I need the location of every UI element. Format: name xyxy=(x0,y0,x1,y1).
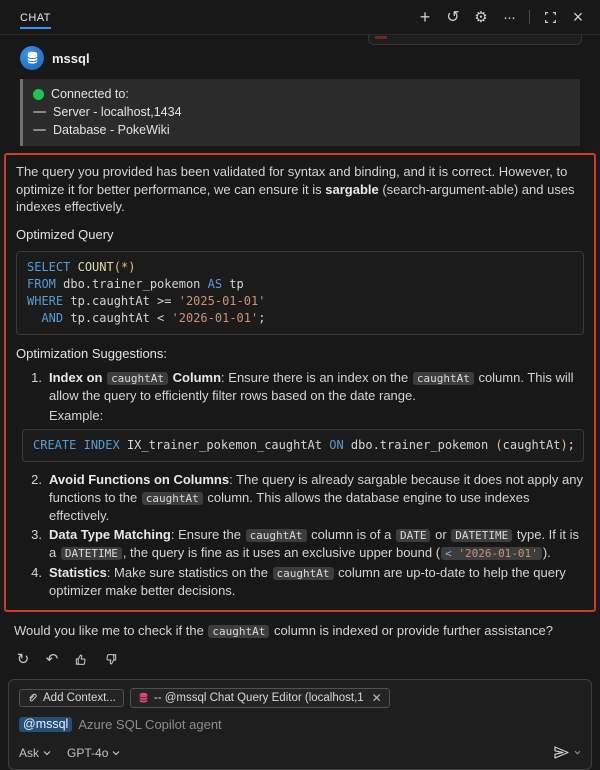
inline-code: caughtAt xyxy=(208,625,269,638)
tab-chat[interactable]: CHAT xyxy=(20,3,51,31)
new-chat-icon[interactable]: + xyxy=(419,6,431,27)
connection-title: Connected to: xyxy=(51,87,129,101)
connection-database-row xyxy=(33,121,570,139)
list-item xyxy=(22,471,584,524)
sql-file-icon xyxy=(138,692,149,704)
suggestions-list xyxy=(22,369,584,599)
context-chips-row xyxy=(19,688,581,708)
list-item-body: Index on caughtAt Column: Ensure there is an index on the caughtAt column. This will allow the query to efficiently filter rows based on the date range. Example: xyxy=(49,369,584,424)
toolbar-remnant-mark xyxy=(375,36,387,39)
thumbs-down-icon[interactable] xyxy=(100,649,120,669)
dash-icon xyxy=(33,111,46,113)
connection-server: Server - localhost,1434 xyxy=(53,105,182,120)
response-toolbar xyxy=(13,649,600,669)
list-item-body: Statistics: Make sure statistics on the caughtAt column are up-to-date to help the query optimizer make better decisions. xyxy=(49,564,566,598)
maximize-panel-icon[interactable] xyxy=(538,5,562,29)
input-placeholder: Azure SQL Copilot agent xyxy=(78,717,222,733)
mssql-avatar-icon xyxy=(20,46,44,70)
list-item xyxy=(22,526,584,562)
send-button[interactable] xyxy=(553,745,581,760)
list-item-number: 2. xyxy=(31,472,42,488)
inline-code: DATE xyxy=(396,529,431,542)
inline-code: < '2026-01-01' xyxy=(441,547,542,560)
followup-question: Would you like me to check if the caughtAt column is indexed or provide further assistance? xyxy=(14,623,553,639)
inline-code: caughtAt xyxy=(413,372,474,385)
model-dropdown[interactable] xyxy=(67,746,120,760)
add-context-label: Add Context... xyxy=(43,692,116,705)
agent-name: mssql xyxy=(52,50,90,66)
list-item xyxy=(22,369,584,424)
undo-icon[interactable]: ↶ xyxy=(45,651,59,669)
list-item-number: 4. xyxy=(31,564,42,580)
model-label: GPT-4o xyxy=(67,745,109,760)
attachment-chip[interactable] xyxy=(130,688,390,708)
inline-code: DATETIME xyxy=(61,547,122,560)
titlebar-divider xyxy=(529,10,530,24)
attachment-label: -- @mssql Chat Query Editor (localhost,1 xyxy=(153,692,364,705)
gear-icon[interactable]: ⚙ xyxy=(474,9,488,26)
chat-panel-titlebar xyxy=(0,0,600,35)
scrolled-toolbar-remnant xyxy=(368,35,582,45)
mode-label: Ask xyxy=(19,745,40,760)
paperclip-icon xyxy=(27,692,38,704)
history-icon[interactable]: ↺ xyxy=(446,9,460,26)
optimized-query-heading: Optimized Query xyxy=(16,227,114,243)
sql-code-block-optimized[interactable]: SELECT COUNT(*) FROM dbo.trainer_pokemon AS tp WHERE tp.caughtAt >= '2025-01-01' AND tp.caughtAt < '2026-01-01'; xyxy=(16,251,584,335)
connection-status-block xyxy=(20,79,580,146)
connection-title-row xyxy=(33,85,570,103)
list-item-body: Data Type Matching: Ensure the caughtAt column is of a DATE or DATETIME type. If it is a DATETIME , the query is fine as it uses an exclusive upper bound ( < '2026-01-01' ). xyxy=(49,527,580,560)
add-context-button[interactable] xyxy=(19,689,124,707)
dash-icon xyxy=(33,129,46,131)
chevron-down-icon xyxy=(112,750,120,756)
list-item-body: Avoid Functions on Columns: The query is already sargable because it does not apply any functions to the caughtAt column. This allows the database engine to use indexes effectively. xyxy=(49,472,583,523)
inline-code: caughtAt xyxy=(246,529,307,542)
mssql-mention-token: @mssql xyxy=(19,717,72,732)
sql-code-block-create-index[interactable]: CREATE INDEX IX_trainer_pokemon_caughtAt ON dbo.trainer_pokemon (caughtAt); xyxy=(22,429,584,462)
assistant-response-highlighted xyxy=(4,153,596,612)
close-panel-icon[interactable]: × xyxy=(572,6,584,27)
chat-input-container xyxy=(8,679,592,770)
inline-code: caughtAt xyxy=(273,567,334,580)
input-footer xyxy=(19,745,581,760)
chevron-down-icon xyxy=(574,750,581,755)
send-icon xyxy=(553,745,570,760)
regenerate-icon[interactable]: ↻ xyxy=(16,651,30,669)
inline-code: DATETIME xyxy=(451,529,512,542)
list-item xyxy=(22,564,584,599)
mode-dropdown[interactable] xyxy=(19,746,51,760)
inline-code: caughtAt xyxy=(142,492,203,505)
example-label: Example: xyxy=(49,407,104,423)
chat-text-input[interactable] xyxy=(19,717,581,732)
list-item-number: 3. xyxy=(31,527,42,543)
chevron-down-icon xyxy=(43,750,51,756)
remove-attachment-icon[interactable]: ✕ xyxy=(371,691,382,706)
list-item-number: 1. xyxy=(31,370,42,386)
agent-header xyxy=(20,46,580,70)
connected-status-icon xyxy=(33,89,44,100)
connection-server-row xyxy=(33,103,570,121)
response-intro: The query you provided has been validated for syntax and binding, and it is correct. However, to optimize it for better performance, we can ensure it is sargable (search-argument-able) and uses indexes effectively. xyxy=(16,164,575,215)
connection-database: Database - PokeWiki xyxy=(53,123,170,138)
inline-code: caughtAt xyxy=(107,372,168,385)
suggestions-heading: Optimization Suggestions: xyxy=(16,345,168,361)
thumbs-up-icon[interactable] xyxy=(71,649,91,669)
titlebar-actions xyxy=(413,5,590,29)
more-actions-icon[interactable]: ··· xyxy=(503,8,515,26)
